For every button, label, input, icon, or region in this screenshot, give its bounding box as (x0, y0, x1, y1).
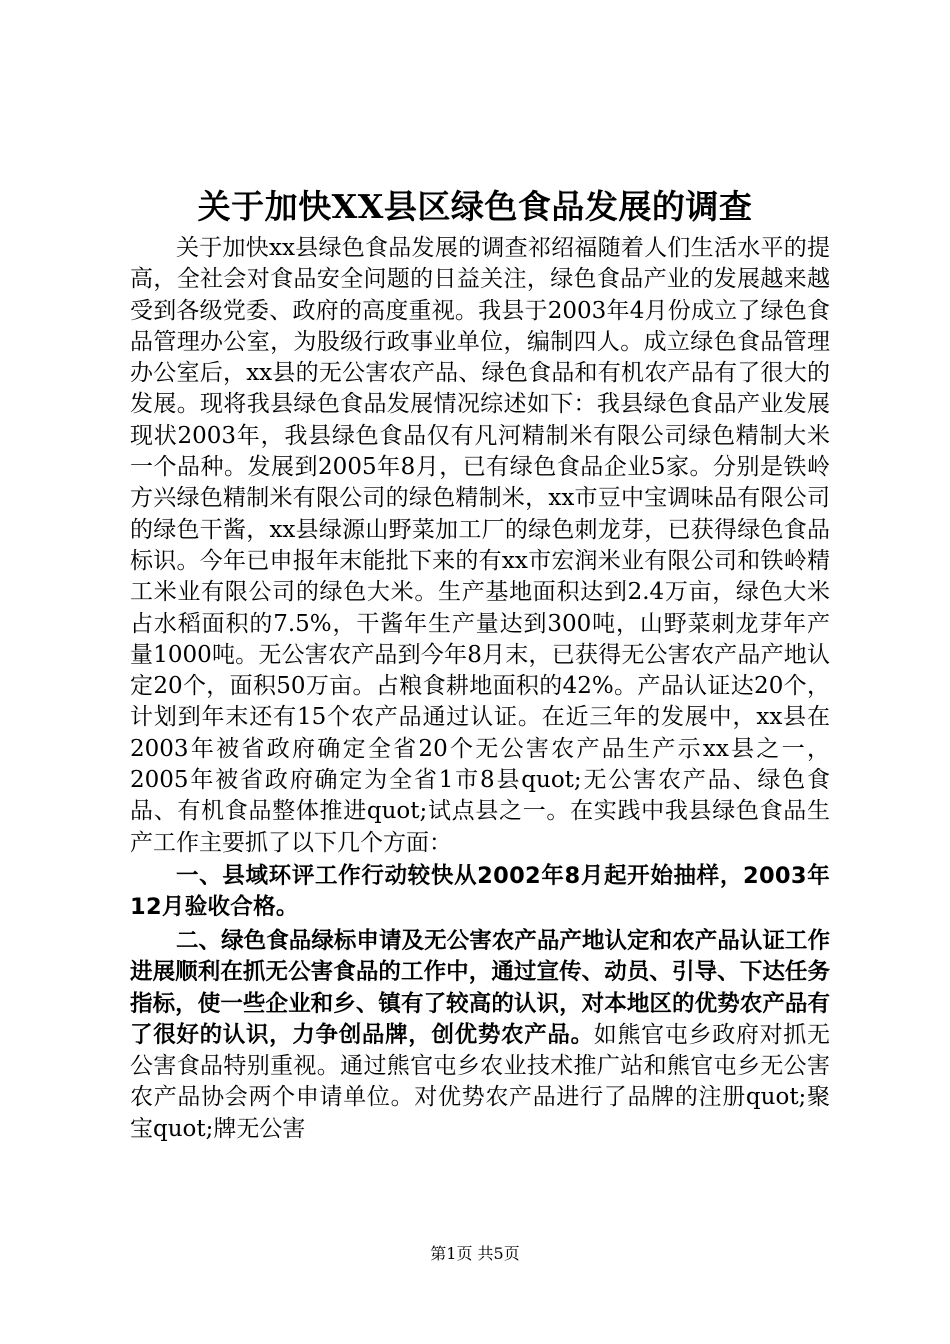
paragraph-section-1: 一、县域环评工作行动较快从2002年8月起开始抽样，2003年12月验收合格。 (130, 862, 830, 921)
section-2-heading: 二、绿色食品绿标申请及无公害农产品产地认定和农产品认证工作进展顺利在抓无公害食品的工作中，通过宣传、动员、引导、下达任务指标，使一些企业和乡、镇有了较高的认识，对本地区的优势农产品有了很好的认识，力争创品牌，创优势农产品。 (130, 927, 830, 1048)
document-body (130, 233, 830, 1145)
paragraph-intro: 关于加快xx县绿色食品发展的调查祁绍福随着人们生活水平的提高，全社会对食品安全问题的日益关注，绿色食品产业的发展越来越受到各级党委、政府的高度重视。我县于2003年4月份成立了绿色食品管理办公室，为股级行政事业单位，编制四人。成立绿色食品管理办公室后，xx县的无公害农产品、绿色食品和有机农产品有了很大的发展。现将我县绿色食品发展情况综述如下：我县绿色食品产业发展现状2003年，我县绿色食品仅有凡河精制米有限公司绿色精制大米一个品种。发展到2005年8月，已有绿色食品企业5家。分别是铁岭方兴绿色精制米有限公司的绿色精制米，xx市豆中宝调味品有限公司的绿色干酱，xx县绿源山野菜加工厂的绿色刺龙芽，已获得绿色食品标识。今年已申报年末能批下来的有xx市宏润米业有限公司和铁岭精工米业有限公司的绿色大米。生产基地面积达到2.4万亩，绿色大米占水稻面积的7.5%，干酱年生产量达到300吨，山野菜刺龙芽年产量1000吨。无公害农产品到今年8月末，已获得无公害农产品产地认定20个，面积50万亩。占粮食耕地面积的42%。产品认证达20个，计划到年末还有15个农产品通过认证。在近三年的发展中，xx县在2003年被省政府确定全省20个无公害农产品生产示xx县之一，2005年被省政府确定为全省1市8县quot;无公害农产品、绿色食品、有机食品整体推进quot;试点县之一。在实践中我县绿色食品生产工作主要抓了以下几个方面： (130, 235, 830, 856)
paragraph-section-2 (130, 926, 830, 1145)
document-title: 关于加快XX县区绿色食品发展的调查 (197, 187, 753, 226)
section-2-text: 如熊官屯乡政府对抓无公害食品特别重视。通过熊官屯乡农业技术推广站和熊官屯乡无公害农产品协会两个申请单位。对优势农产品进行了品牌的注册quot;聚宝quot;牌无公害 (130, 1021, 830, 1142)
page-number-footer: 第1页 共5页 (430, 1244, 520, 1263)
